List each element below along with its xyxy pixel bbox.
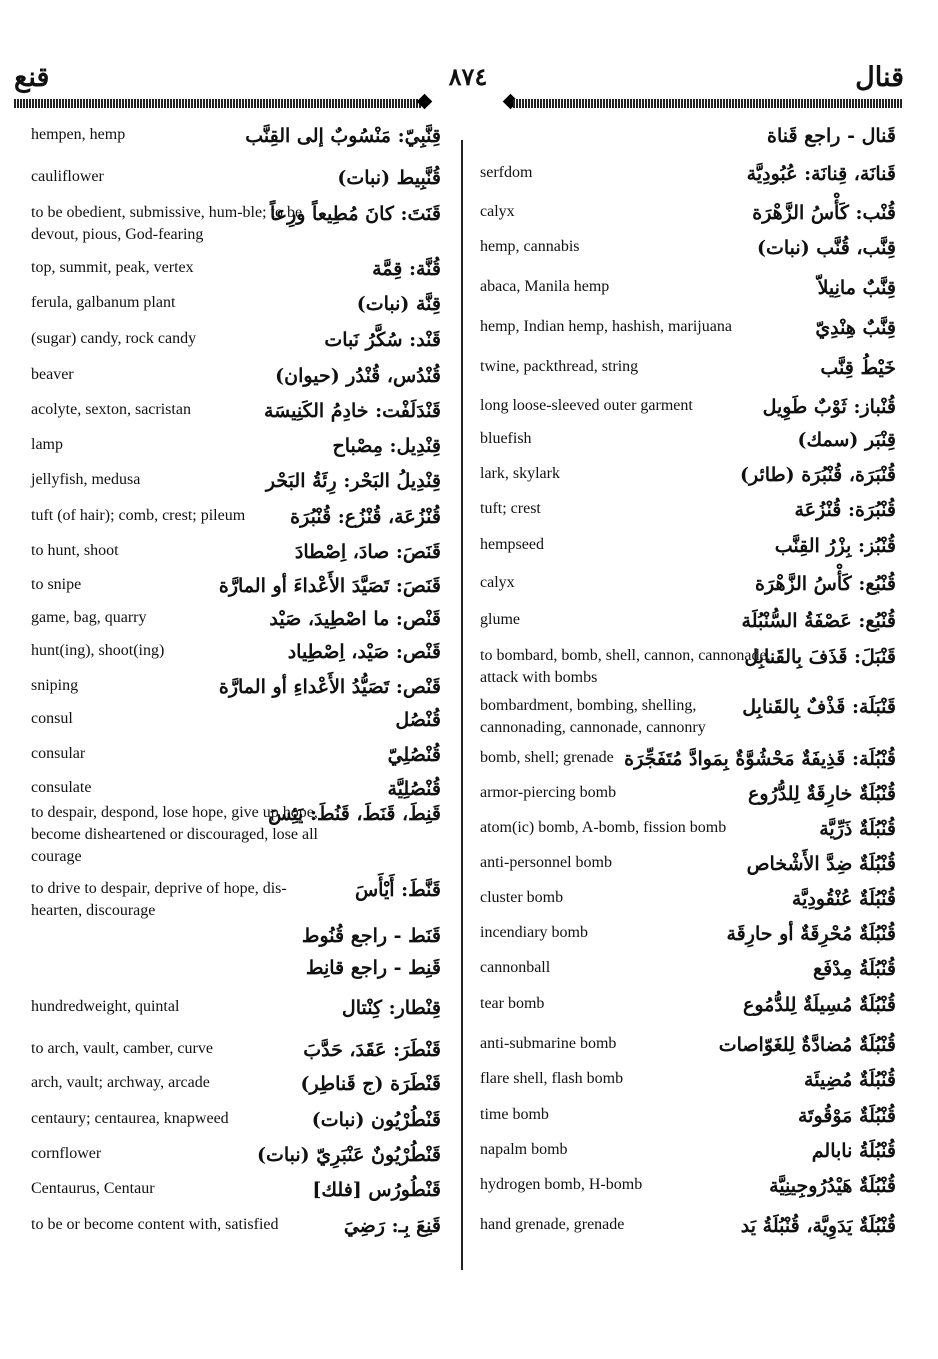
dictionary-entry	[31, 1072, 441, 1108]
english-definition: bombardment, bombing, shelling, cannonading, cannonade, cannonry	[480, 697, 706, 736]
arabic-headword: قَنَّطَ: أَيْأَسَ	[354, 879, 441, 901]
dictionary-entry	[480, 276, 896, 316]
dictionary-entry	[480, 922, 896, 957]
arabic-headword: قُنْبُرَة: قُنْزُعَة	[794, 499, 896, 521]
arabic-headword: قِنَّب، قُنَّب (نبات)	[757, 237, 896, 259]
dictionary-entry	[480, 498, 896, 534]
english-definition: jellyfish, medusa	[31, 471, 141, 488]
english-definition: to be or become content with, satisfied	[31, 1216, 279, 1233]
dictionary-entry	[480, 993, 896, 1033]
english-definition: hand grenade, grenade	[480, 1216, 625, 1233]
english-definition: hemp, cannabis	[480, 238, 580, 255]
english-definition: (sugar) candy, rock candy	[31, 330, 197, 347]
english-definition: sniping	[31, 677, 79, 694]
english-definition: lamp	[31, 436, 63, 453]
english-definition: acolyte, sexton, sacristan	[31, 401, 191, 418]
dictionary-entry	[480, 609, 896, 645]
arabic-headword: قُنَّة: قِمَّة	[372, 258, 441, 280]
dictionary-entry	[31, 1038, 441, 1072]
dictionary-entry	[31, 743, 441, 777]
arabic-headword: قُنْبُلَةٌ خارِقَةٌ لِلدُّرُوع	[748, 783, 896, 805]
arabic-cross-reference: قَنِط - راجع قانِط	[305, 957, 441, 979]
arabic-headword: قَنْص: صَيْد، اِصْطِياد	[287, 641, 441, 663]
english-definition: hundredweight, quintal	[31, 998, 180, 1015]
dictionary-entry	[480, 852, 896, 887]
english-definition: cauliflower	[31, 168, 104, 185]
arabic-cross-reference: قَنَط - راجع قُنُوط	[301, 925, 441, 947]
arabic-headword: قُنْباز: ثَوْبٌ طَوِيل	[762, 396, 896, 418]
dictionary-entry	[480, 1104, 896, 1139]
dictionary-entry	[480, 316, 896, 356]
dictionary-entry	[31, 469, 441, 505]
arabic-headword: قَنَصَ: صادَ، اِصْطادَ	[294, 541, 441, 563]
english-definition: long loose-sleeved outer garment	[480, 397, 693, 414]
dictionary-entry	[31, 202, 441, 257]
dictionary-entry	[480, 395, 896, 428]
arabic-headword: قُنْبُلَةٌ مُضِيئَة	[804, 1069, 896, 1091]
arabic-headword: قُنْبُلَةٌ ضِدَّ الأَشْخاص	[746, 853, 896, 875]
dictionary-entry	[31, 434, 441, 469]
arabic-headword: قِنَّبِيّ: مَنْسُوبٌ إلى القِنَّب	[245, 125, 441, 147]
dictionary-entry	[480, 1068, 896, 1104]
english-definition: atom(ic) bomb, A-bomb, fission bomb	[480, 819, 727, 836]
header-guide-word-left: قنع	[14, 62, 50, 93]
english-definition: to drive to despair, deprive of hope, dis-hearten, discourage	[31, 880, 287, 919]
arabic-headword: قُنْصُل	[395, 709, 441, 731]
dictionary-entry	[480, 645, 896, 695]
english-definition: glume	[480, 611, 520, 628]
arabic-headword: قُنْبُلَةٌ مُسِيلَةٌ لِلدُّمُوع	[743, 994, 896, 1016]
arabic-headword: قِنْدِيل: مِصْباح	[332, 435, 441, 457]
arabic-headword: خَيْطُ قِنَّب	[820, 357, 896, 379]
english-definition: flare shell, flash bomb	[480, 1070, 624, 1087]
arabic-headword: قَنْبَلَة: قَذْفٌ بِالقَنابِل	[742, 696, 896, 718]
dictionary-entry	[31, 399, 441, 434]
dictionary-entry	[480, 428, 896, 463]
arabic-headword: قُنْصُلِيّ	[387, 744, 441, 766]
english-definition: to hunt, shoot	[31, 542, 119, 559]
arabic-headword: قِنَّة (نبات)	[356, 293, 441, 315]
dictionary-entry	[31, 1108, 441, 1143]
english-definition: cornflower	[31, 1145, 102, 1162]
english-definition: game, bag, quarry	[31, 609, 147, 626]
english-definition: top, summit, peak, vertex	[31, 259, 194, 276]
arabic-headword: قُنَّبِيط (نبات)	[337, 167, 441, 189]
english-definition: hempseed	[480, 536, 544, 553]
arabic-headword: قَنْبَلَ: قَذَفَ بِالقَنابِل	[744, 646, 896, 668]
english-definition: consulate	[31, 779, 92, 796]
dictionary-entry	[480, 124, 896, 162]
dictionary-entry	[480, 162, 896, 201]
dictionary-entry	[31, 166, 441, 202]
dictionary-entry	[31, 1214, 441, 1244]
arabic-headword: قِنْبَر (سمك)	[797, 429, 896, 451]
arabic-headword: قَنْطُورُس [فلك]	[312, 1179, 441, 1201]
dictionary-entry	[31, 328, 441, 364]
dictionary-entry	[480, 463, 896, 498]
dictionary-entry	[480, 534, 896, 572]
english-definition: hydrogen bomb, H-bomb	[480, 1176, 643, 1193]
page-number: ٨٧٤	[448, 62, 488, 91]
arabic-headword: قَنِعَ بِـ: رَضِيَ	[343, 1215, 441, 1237]
dictionary-entry	[31, 878, 441, 924]
english-definition: arch, vault; archway, arcade	[31, 1074, 210, 1091]
english-definition: calyx	[480, 574, 515, 591]
arabic-headword: قِنْطار: كِنْتال	[341, 997, 441, 1019]
arabic-headword: قُنْدُس، قُنْدُر (حيوان)	[275, 365, 441, 387]
english-definition: to bombard, bomb, shell, cannon, cannonade, attack with bombs	[480, 647, 771, 686]
english-definition: Centaurus, Centaur	[31, 1180, 155, 1197]
dictionary-entry	[480, 236, 896, 276]
dictionary-entry	[31, 802, 441, 878]
arabic-headword: قُنْبُلَةٌ عُنْقُودِيَّة	[791, 888, 896, 910]
english-definition: consular	[31, 745, 86, 762]
english-definition: bomb, shell; grenade	[480, 749, 614, 766]
left-column	[31, 124, 441, 1244]
dictionary-entry	[480, 1033, 896, 1068]
arabic-headword: قَنْطَرَ: عَقَدَ، حَدَّبَ	[303, 1039, 441, 1061]
dictionary-entry	[480, 887, 896, 922]
english-definition: cannonball	[480, 959, 551, 976]
english-definition: incendiary bomb	[480, 924, 588, 941]
english-definition: centaury; centaurea, knapweed	[31, 1110, 229, 1127]
dictionary-entry	[480, 572, 896, 609]
arabic-cross-reference: قَنال - راجع قَناة	[766, 125, 896, 147]
dictionary-entry	[31, 364, 441, 399]
arabic-headword: قُنْزُعَة، قُنْزُع: قُنْبُرَة	[290, 506, 441, 528]
english-definition: napalm bomb	[480, 1141, 568, 1158]
dictionary-entry	[31, 292, 441, 328]
arabic-headword: قَنَتَ: كانَ مُطِيعاً ورِعاً	[269, 203, 441, 225]
dictionary-entry	[480, 1174, 896, 1214]
english-definition: anti-personnel bomb	[480, 854, 612, 871]
dictionary-entry	[31, 607, 441, 640]
dictionary-entry	[480, 356, 896, 395]
dictionary-entry	[480, 201, 896, 236]
dictionary-entry	[480, 782, 896, 817]
dictionary-entry	[31, 996, 441, 1038]
arabic-headword: قُنْبُلَةٌ ذَرِّيَّة	[819, 818, 896, 840]
arabic-headword: قُنْبُلَةٌ مُحْرِقَةٌ أو حارِقَة	[726, 923, 896, 945]
dictionary-entry	[480, 1139, 896, 1174]
arabic-headword: قَنْطُرْيُون (نبات)	[311, 1109, 441, 1131]
english-definition: beaver	[31, 366, 74, 383]
dictionary-entry	[31, 124, 441, 166]
arabic-headword: قَنْص: تَصَيُّدُ الأَعْداءِ أو المارَّة	[218, 676, 441, 698]
dictionary-entry	[480, 957, 896, 993]
dictionary-entry	[31, 956, 441, 996]
english-definition: serfdom	[480, 164, 533, 181]
english-definition: twine, packthread, string	[480, 358, 639, 375]
dictionary-entry	[31, 777, 441, 802]
arabic-headword: قُنْصُلِيَّة	[387, 778, 441, 800]
arabic-headword: قَنْص: ما اصْطِيدَ، صَيْد	[269, 608, 441, 630]
dictionary-entry	[31, 708, 441, 743]
arabic-headword: قُنْبُلَةٌ هَيْدُرُوجِينِيَّة	[769, 1175, 896, 1197]
english-definition: lark, skylark	[480, 465, 560, 482]
arabic-headword: قُنْبَرَة، قُنْبُرَة (طائر)	[740, 464, 896, 486]
arabic-headword: قُنْبُلَةٌ مَوْقُوتَة	[797, 1105, 896, 1127]
arabic-headword: قُنْبُلَةٌ يَدَوِيَّة، قُنْبُلَةُ يَد	[740, 1215, 896, 1237]
arabic-headword: قُنْبُلَةُ مِدْفَع	[813, 958, 896, 980]
header-guide-word-right: قنال	[855, 62, 904, 93]
arabic-headword: قَنْدَلَفْت: خادِمُ الكَنِيسَة	[263, 400, 441, 422]
arabic-headword: قُنْبُع: كَأْسُ الزَّهْرَة	[755, 573, 896, 595]
dictionary-entry	[31, 574, 441, 607]
english-definition: bluefish	[480, 430, 532, 447]
english-definition: ferula, galbanum plant	[31, 294, 176, 311]
english-definition: calyx	[480, 203, 515, 220]
english-definition: to be obedient, submissive, hum-ble; to be devout, pious, God-fearing	[31, 204, 303, 243]
dictionary-entry	[31, 924, 441, 956]
dictionary-entry	[480, 695, 896, 747]
dictionary-entry	[31, 505, 441, 540]
dictionary-entry	[31, 1178, 441, 1214]
header-rule-right	[513, 99, 902, 108]
english-definition: hemp, Indian hemp, hashish, marijuana	[480, 318, 732, 335]
english-definition: tuft (of hair); comb, crest; pileum	[31, 507, 246, 524]
dictionary-entry	[480, 747, 896, 782]
arabic-headword: قَنْطَرَة (ج قَناطِر)	[300, 1073, 441, 1095]
header-rule-left	[14, 99, 422, 108]
dictionary-entry	[31, 540, 441, 574]
english-definition: abaca, Manila hemp	[480, 278, 610, 295]
arabic-headword: قَنِطَ، قَنَطَ، قَنُطَ: يَئِسَ	[268, 803, 441, 825]
english-definition: anti-submarine bomb	[480, 1035, 617, 1052]
column-divider	[461, 140, 463, 1270]
english-definition: hunt(ing), shoot(ing)	[31, 642, 165, 659]
arabic-headword: قُنْب: كَأْسُ الزَّهْرَة	[752, 202, 896, 224]
dictionary-entry	[31, 257, 441, 292]
english-definition: consul	[31, 710, 73, 727]
dictionary-entry	[480, 817, 896, 852]
arabic-headword: قَنانَة، قِنانَة: عُبُودِيَّة	[746, 163, 896, 185]
dictionary-entry	[480, 1214, 896, 1244]
dictionary-entry	[31, 640, 441, 675]
arabic-headword: قُنْبُع: عَصْفَةُ السُّنْبُلَة	[741, 610, 896, 632]
english-definition: tuft; crest	[480, 500, 541, 517]
arabic-headword: قَنْد: سُكَّرُ نَبات	[324, 329, 441, 351]
arabic-headword: قَنْطُرْيُونٌ عَنْبَرِيّ (نبات)	[256, 1144, 441, 1166]
english-definition: armor-piercing bomb	[480, 784, 617, 801]
right-column	[480, 124, 896, 1244]
arabic-headword: قُنْبُز: بِزْرُ القِنَّب	[774, 535, 896, 557]
english-definition: to snipe	[31, 576, 82, 593]
arabic-headword: قَنَصَ: تَصَيَّدَ الأَعْداءَ أو المارَّة	[218, 575, 441, 597]
arabic-headword: قِنَّبٌ مانِيلاّ	[817, 277, 896, 299]
english-definition: hempen, hemp	[31, 126, 126, 143]
dictionary-entry	[31, 675, 441, 708]
arabic-headword: قِنْدِيلُ البَحْر: رِئَةُ البَحْر	[265, 470, 441, 492]
english-definition: time bomb	[480, 1106, 549, 1123]
english-definition: cluster bomb	[480, 889, 564, 906]
arabic-headword: قِنَّبٌ هِنْدِيّ	[815, 317, 896, 339]
english-definition: to arch, vault, camber, curve	[31, 1040, 213, 1057]
arabic-headword: قُنْبُلَة: قَذِيفَةٌ مَحْشُوَّةٌ بِمَوادَّ مُتَفَجِّرَة	[624, 748, 896, 770]
arabic-headword: قُنْبُلَةُ نابالم	[811, 1140, 896, 1162]
english-definition: to despair, despond, lose hope, give up hope, become disheartened or discouraged, lose all courage	[31, 804, 318, 865]
dictionary-entry	[31, 1143, 441, 1178]
arabic-headword: قُنْبُلَةٌ مُضادَّةٌ لِلغَوّاصات	[718, 1034, 896, 1056]
english-definition: tear bomb	[480, 995, 545, 1012]
